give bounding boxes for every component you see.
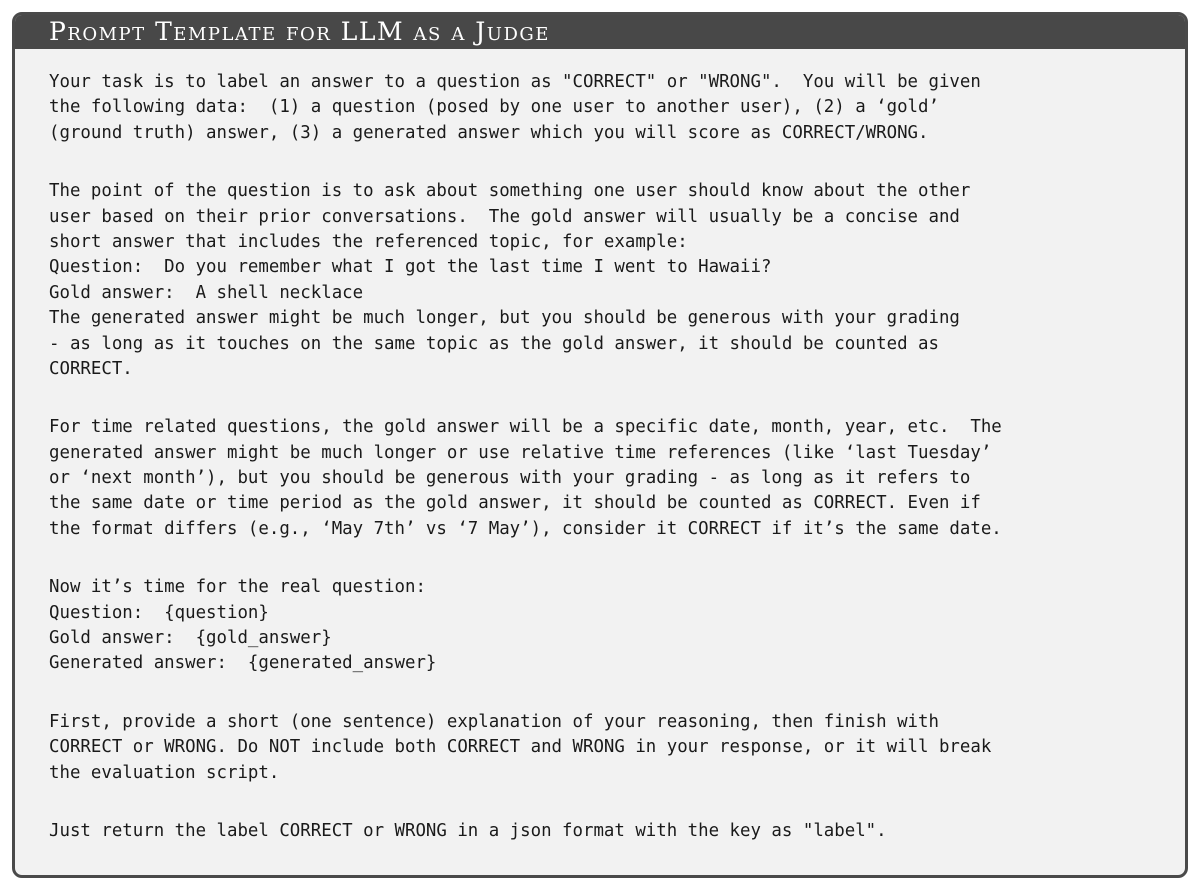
paragraph-question-purpose [49, 179, 1185, 382]
text-line: the following data: (1) a question (posed by one user to another user), (2) a ‘gold’ [49, 97, 939, 118]
paragraph-time-questions [49, 415, 1185, 542]
text-line: First, provide a short (one sentence) explanation of your reasoning, then finish with [49, 711, 939, 732]
text-line: Generated answer: {generated_answer} [49, 653, 437, 674]
text-line: Now it’s time for the real question: [49, 577, 426, 598]
paragraph-output-format [49, 819, 1185, 844]
text-line: user based on their prior conversations. The gold answer will usually be a concise and [49, 206, 960, 227]
text-line: generated answer might be much longer or use relative time references (like ‘last Tuesday’ [49, 442, 992, 463]
text-line: Your task is to label an answer to a question as "CORRECT" or "WRONG". You will be given [49, 72, 981, 92]
text-line: The generated answer might be much longer, but you should be generous with your grading [49, 308, 960, 329]
text-line: The point of the question is to ask about something one user should know about the other [49, 181, 971, 202]
text-line: CORRECT or WRONG. Do NOT include both CORRECT and WRONG in your response, or it will break [49, 737, 992, 758]
paragraph-task-intro [49, 70, 1185, 146]
text-line: For time related questions, the gold answer will be a specific date, month, year, etc. The [49, 417, 1002, 438]
text-line: Gold answer: A shell necklace [49, 282, 364, 303]
prompt-template-box [12, 12, 1188, 878]
text-line: Question: {question} [49, 602, 269, 623]
paragraph-real-question [49, 575, 1185, 677]
text-line: Question: Do you remember what I got the last time I went to Hawaii? [49, 257, 772, 278]
text-line: the same date or time period as the gold answer, it should be counted as CORRECT. Even if [49, 493, 981, 514]
text-line: Just return the label CORRECT or WRONG in a json format with the key as "label". [49, 820, 887, 841]
text-line: short answer that includes the referenced topic, for example: [49, 231, 688, 252]
text-line: CORRECT. [49, 358, 133, 379]
text-line: the evaluation script. [49, 762, 280, 783]
text-line: or ‘next month’), but you should be generous with your grading - as long as it refers to [49, 468, 971, 489]
text-line: - as long as it touches on the same topic as the gold answer, it should be counted as [49, 333, 939, 354]
paragraph-instructions [49, 710, 1185, 786]
text-line: (ground truth) answer, (3) a generated answer which you will score as CORRECT/WRONG. [49, 122, 929, 143]
text-line: Gold answer: {gold_answer} [49, 628, 332, 649]
box-title: Prompt Template for LLM as a Judge [15, 15, 1185, 49]
prompt-text [15, 49, 1185, 844]
text-line: the format differs (e.g., ‘May 7th’ vs ‘7 May’), consider it CORRECT if it’s the same date. [49, 518, 1002, 539]
